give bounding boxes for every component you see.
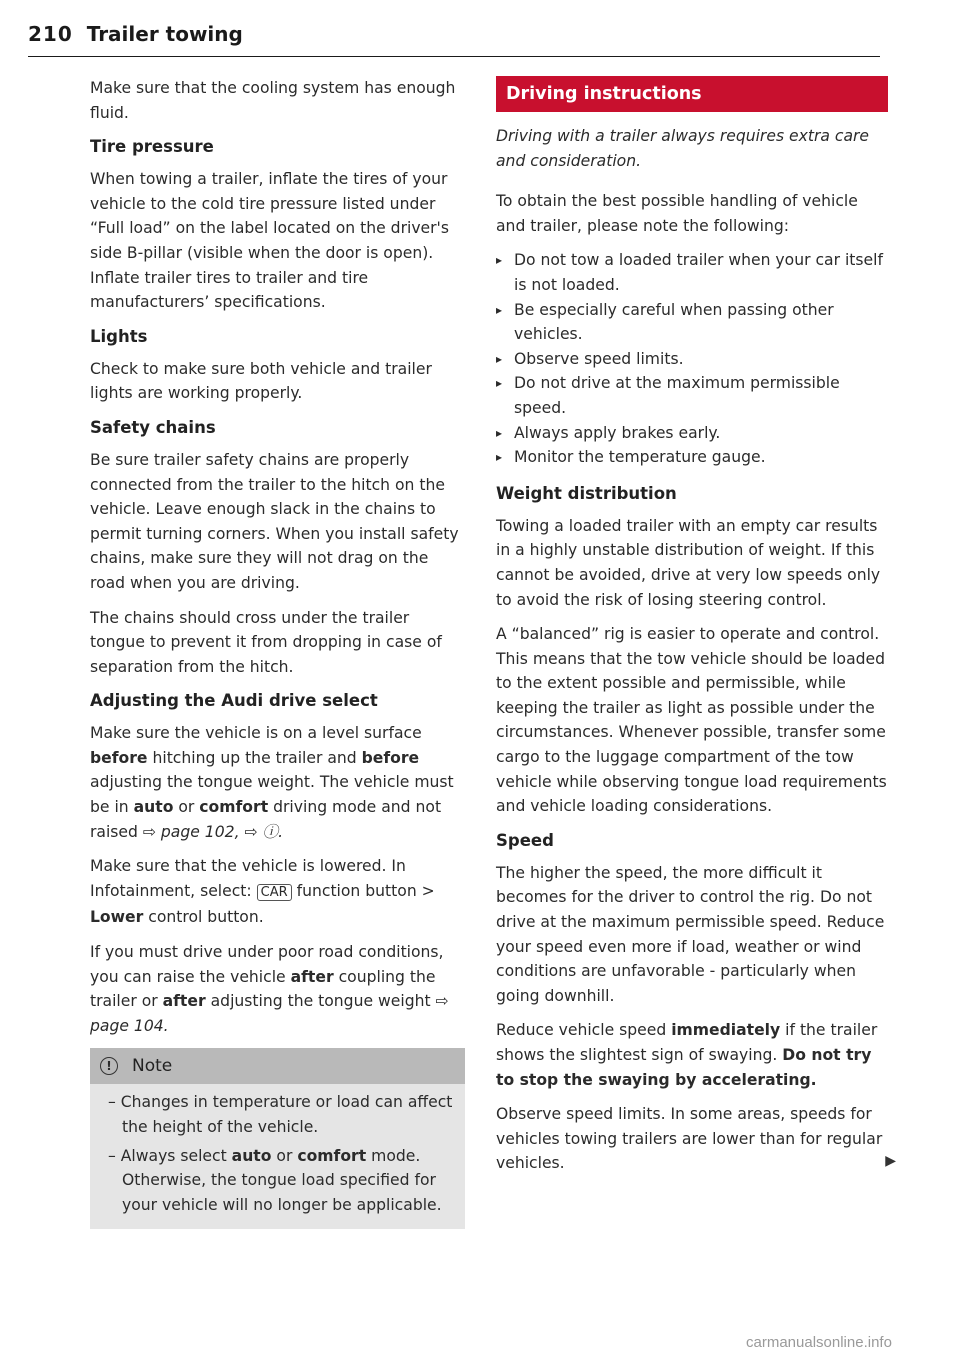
- tire-pressure-heading: Tire pressure: [90, 137, 214, 157]
- driving-instructions-bar: Driving instructions: [496, 76, 888, 112]
- speed-paragraph-3: Observe speed limits. In some areas, speeds for vehicles towing trailers are lower than for regular vehicles. ▶: [496, 1105, 896, 1173]
- list-item: ▸ Be especially careful when passing other vehicles.: [496, 298, 888, 347]
- speed-paragraph-2: Reduce vehicle speed immediately if the trailer shows the slightest sign of swaying. Do not try to stop the swaying by accelerating.: [496, 1021, 878, 1089]
- list-item: ▸ Monitor the temperature gauge.: [496, 445, 888, 470]
- page-number: 210: [28, 22, 73, 46]
- drive-select-paragraph-2: Make sure that the vehicle is lowered. In Infotainment, select: CAR function button > Lower control button.: [90, 857, 435, 927]
- continue-arrow-icon: ▶: [885, 1153, 896, 1170]
- info-icon: !: [100, 1057, 118, 1075]
- intro-paragraph: Make sure that the cooling system has enough fluid.: [90, 79, 456, 122]
- handling-intro: To obtain the best possible handling of vehicle and trailer, please note the following:: [496, 192, 858, 235]
- lights-heading: Lights: [90, 326, 148, 346]
- speed-paragraph-1: The higher the speed, the more difficult it becomes for the driver to control the rig. Do not drive at the maximum permissible speed. Reduce your speed even more if load, weather or wind conditions are unfavorable - particularly when going downhill.: [496, 863, 885, 1005]
- safety-chains-text-2: The chains should cross under the trailer tongue to prevent it from dropping in case of separation from the hitch.: [90, 608, 442, 676]
- page-header: [28, 22, 880, 57]
- audi-drive-select-heading: Adjusting the Audi drive select: [90, 691, 378, 711]
- list-item: ▸ Do not tow a loaded trailer when your car itself is not loaded.: [496, 248, 888, 297]
- safety-chains-text: Be sure trailer safety chains are properly connected from the trailer to the hitch on the vehicle. Leave enough slack in the chains to permit turning corners. When you install safety chains, make sure they will not drag on the road when you are driving.: [90, 450, 459, 592]
- note-item-1: – Changes in temperature or load can affect the height of the vehicle.: [108, 1093, 453, 1136]
- weight-distribution-heading: Weight distribution: [496, 483, 677, 503]
- watermark: carmanualsonline.info: [746, 1334, 892, 1351]
- note-title: Note: [132, 1056, 173, 1077]
- list-item: ▸ Always apply brakes early.: [496, 421, 888, 446]
- driving-tips-list: [496, 248, 888, 469]
- note-item-2: – Always select auto or comfort mode. Otherwise, the tongue load specified for your vehicle will no longer be applicable.: [108, 1146, 442, 1214]
- note-header: [90, 1048, 465, 1084]
- page-102-link[interactable]: ⇨ page 102, ⇨ ⓘ.: [142, 822, 284, 841]
- note-body: [90, 1084, 465, 1229]
- tire-pressure-text: When towing a trailer, inflate the tires of your vehicle to the cold tire pressure listed under “Full load” on the label located on the driver's side B-pillar (visible when the door is open). Inflate trailer tires to trailer and tire manufacturers’ specifications.: [90, 170, 449, 312]
- lead-text: Driving with a trailer always requires extra care and consideration.: [496, 127, 870, 170]
- list-item: ▸ Do not drive at the maximum permissible speed.: [496, 371, 888, 420]
- lights-text: Check to make sure both vehicle and trailer lights are working properly.: [90, 359, 432, 403]
- drive-select-paragraph-3: If you must drive under poor road conditions, you can raise the vehicle after coupling the trailer or after adjusting the tongue weight ⇨ page 104.: [90, 943, 449, 1035]
- section-title: Trailer towing: [86, 22, 243, 46]
- weight-paragraph-2: A “balanced” rig is easier to operate and control. This means that the tow vehicle should be loaded to the extent possible and permissible, while keeping the trailer as light as possible under the circumstances. Whenever possible, transfer some cargo to the luggage compartment of the tow vehicle while observing tongue load requirements and vehicle loading considerations.: [496, 625, 887, 816]
- left-column: [90, 76, 465, 1229]
- speed-heading: Speed: [496, 830, 554, 850]
- page-104-link[interactable]: ⇨ page 104.: [90, 992, 449, 1035]
- car-key-label: CAR: [257, 884, 292, 901]
- list-item: ▸ Observe speed limits.: [496, 347, 888, 372]
- note-box: [90, 1048, 465, 1229]
- weight-paragraph-1: Towing a loaded trailer with an empty car results in a highly unstable distribution of weight. If this cannot be avoided, drive at very low speeds only to avoid the risk of losing steering control.: [496, 516, 881, 609]
- drive-select-paragraph-1: Make sure the vehicle is on a level surface before hitching up the trailer and before adjusting the tongue weight. The vehicle must be in auto or comfort driving mode and not raised ⇨ page 102, ⇨ ⓘ.: [90, 724, 454, 841]
- safety-chains-heading: Safety chains: [90, 417, 216, 437]
- right-column: [496, 76, 896, 1186]
